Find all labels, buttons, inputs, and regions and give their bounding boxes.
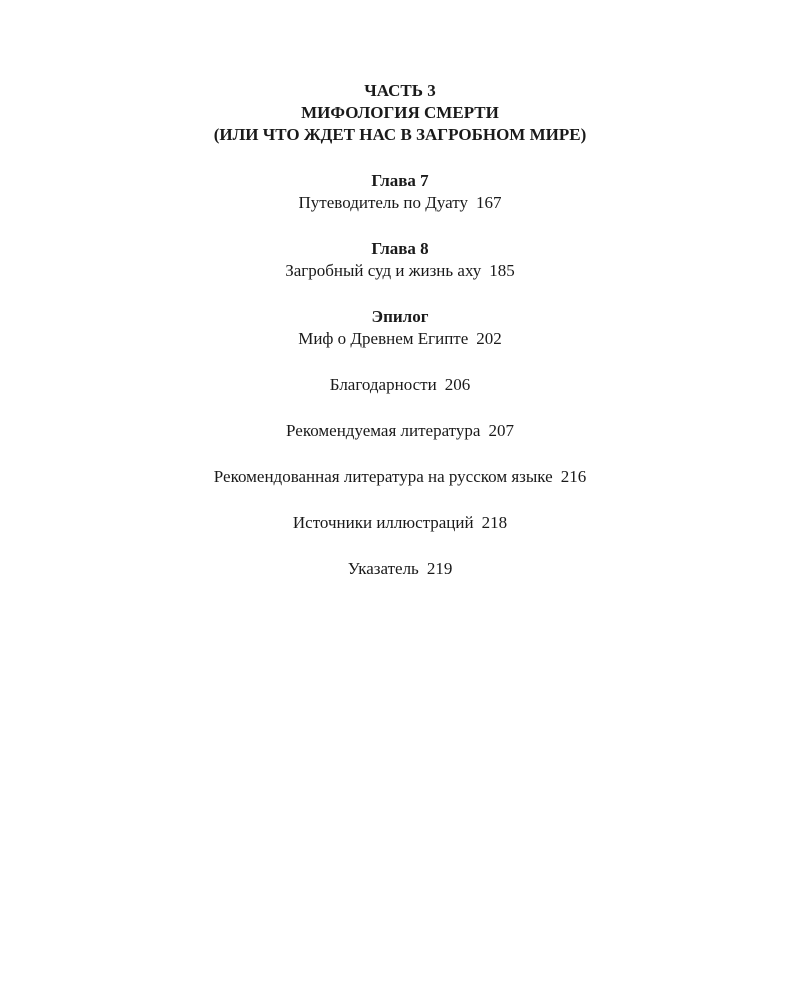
part-heading xyxy=(0,80,800,146)
entry-page-number: 206 xyxy=(444,375,471,394)
toc-entry[interactable] xyxy=(0,192,800,214)
toc-entry[interactable] xyxy=(0,466,800,488)
part-number: ЧАСТЬ 3 xyxy=(364,81,436,100)
chapter-label: Глава 7 xyxy=(371,171,429,190)
entry-title: Путеводитель по Дуату xyxy=(298,193,468,212)
toc-entry[interactable] xyxy=(0,328,800,350)
entry-page-number: 207 xyxy=(488,421,514,440)
entry-page-number: 202 xyxy=(476,329,502,348)
entry-page-number: 216 xyxy=(560,467,587,486)
toc-entry[interactable] xyxy=(0,260,800,282)
epilogue-block xyxy=(0,306,800,350)
chapter-label: Глава 8 xyxy=(371,239,429,258)
toc-entry[interactable] xyxy=(0,558,800,580)
entry-page-number: 218 xyxy=(481,513,508,532)
entry-title: Рекомендованная литература на русском языке xyxy=(213,467,553,486)
part-title: МИФОЛОГИЯ СМЕРТИ xyxy=(301,103,499,122)
toc-entry[interactable] xyxy=(0,374,800,396)
entry-page-number: 167 xyxy=(475,193,502,212)
toc-entry[interactable] xyxy=(0,512,800,534)
entry-title: Источники иллюстраций xyxy=(292,513,474,532)
chapter-label: Эпилог xyxy=(371,307,429,326)
entry-title: Миф о Древнем Египте xyxy=(298,329,469,348)
chapter-block xyxy=(0,170,800,214)
toc-entry[interactable] xyxy=(0,420,800,442)
entry-title: Рекомендуемая литература xyxy=(286,421,481,440)
table-of-contents xyxy=(0,80,800,580)
entry-title: Благодарности xyxy=(329,375,437,394)
part-subtitle: (ИЛИ ЧТО ЖДЕТ НАС В ЗАГРОБНОМ МИРЕ) xyxy=(213,125,587,144)
chapter-block xyxy=(0,238,800,282)
entry-title: Загробный суд и жизнь аху xyxy=(285,261,482,280)
entry-title: Указатель xyxy=(347,559,419,578)
entry-page-number: 219 xyxy=(426,559,453,578)
entry-page-number: 185 xyxy=(489,261,515,280)
